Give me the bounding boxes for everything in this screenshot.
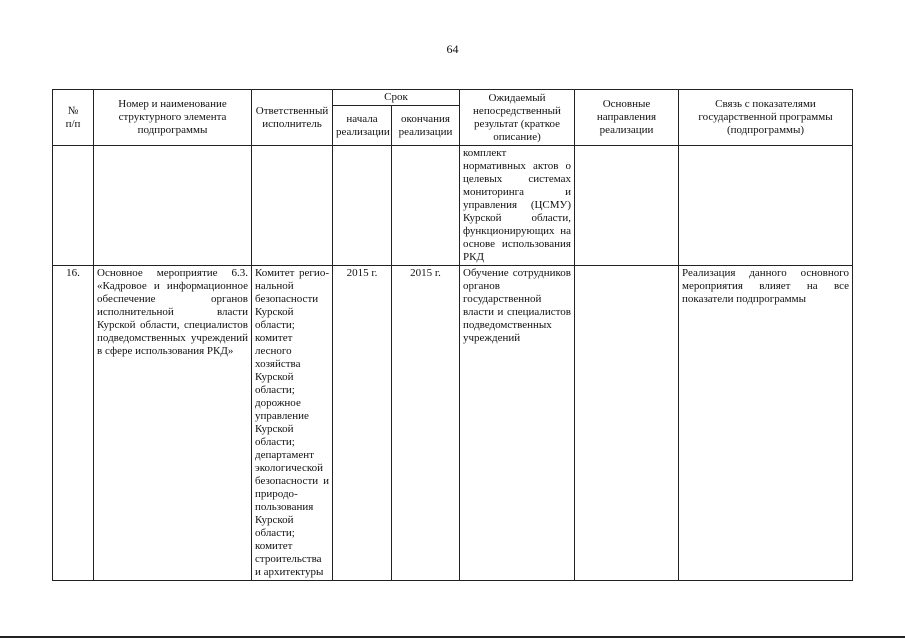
header-responsible: Ответственный исполнитель — [252, 90, 333, 146]
cell-end — [392, 146, 460, 266]
cell-start: 2015 г. — [333, 266, 392, 581]
header-term: Срок — [333, 90, 460, 106]
cell-responsible — [252, 146, 333, 266]
cell-directions — [575, 266, 679, 581]
cell-link: Реализация данного основного мероприятия влияет на все показатели подпрограммы — [679, 266, 853, 581]
cell-result: Обучение сотрудников органов государственной власти и специалистов подведомственных учреждений — [460, 266, 575, 581]
header-name: Номер и наименование структурного элемента подпрограммы — [94, 90, 252, 146]
header-result: Ожидаемый непосредственный результат (краткое описание) — [460, 90, 575, 146]
cell-result: комплект нормативных актов о целевых системах мониторинга и управления (ЦСМУ) Курской области, функционирующих на основе использования РКД — [460, 146, 575, 266]
page-bottom-border — [0, 636, 905, 638]
header-start: начала реализации — [333, 106, 392, 146]
cell-link — [679, 146, 853, 266]
header-directions: Основные направления реализации — [575, 90, 679, 146]
cell-num — [53, 146, 94, 266]
cell-directions — [575, 146, 679, 266]
cell-end: 2015 г. — [392, 266, 460, 581]
cell-responsible: Комитет региональной безопасности Курской области; комитет лесного хозяйства Курской области; дорожное управление Курской области; департамент экологической безопасности и природопользования Курской области; комитет строительства и архитектуры — [252, 266, 333, 581]
header-end: окончания реализации — [392, 106, 460, 146]
cell-name — [94, 146, 252, 266]
header-link: Связь с показателями государственной программы (подпрограммы) — [679, 90, 853, 146]
header-num: № п/п — [53, 90, 94, 146]
cell-num: 16. — [53, 266, 94, 581]
table-row — [53, 266, 853, 581]
page-number: 64 — [446, 42, 459, 56]
table-row — [53, 146, 853, 266]
cell-name: Основное мероприятие 6.3. «Кадровое и информационное обеспечение органов исполнительной власти Курской области, специалистов подведомственных учреждений в сфере использования РКД» — [94, 266, 252, 581]
cell-start — [333, 146, 392, 266]
program-table — [52, 89, 853, 581]
